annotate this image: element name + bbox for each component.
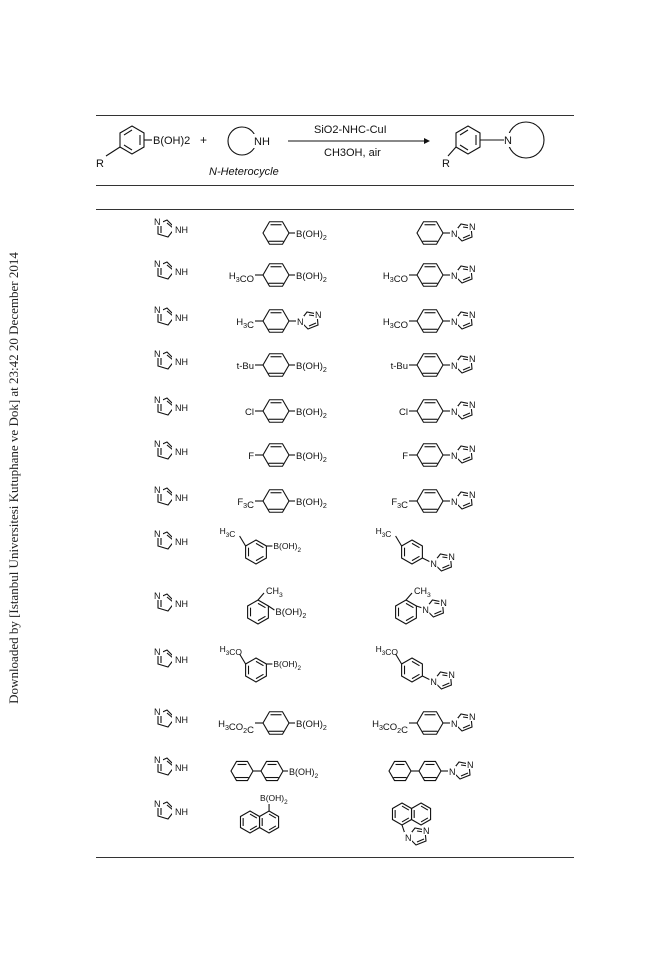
product-structure — [391, 489, 477, 512]
imidazole-structure — [153, 646, 188, 667]
substituent-label: $H_3CO$ — [219, 644, 243, 657]
product-cell — [366, 388, 536, 434]
imidazole-nh-label: NH — [175, 763, 188, 773]
scheme-conditions: CH3OH, air — [324, 147, 381, 159]
imidazole-n1-label: N — [451, 497, 458, 507]
imidazole-n1-label: N — [451, 451, 458, 461]
substituent-label: Cl — [245, 407, 254, 418]
imidazole-n-label: N — [154, 217, 161, 227]
imidazole-n3-label: N — [469, 490, 476, 500]
heterocycle-cell — [148, 210, 196, 256]
download-watermark — [0, 0, 28, 960]
imidazole-n-label: N — [154, 755, 161, 765]
substrate-structure — [236, 309, 323, 332]
imidazole-n-label: N — [154, 395, 161, 405]
substrate-structure — [231, 761, 319, 780]
imidazole-n1-label: N — [451, 719, 458, 729]
heterocycle-cell — [148, 640, 196, 700]
product-cell — [366, 252, 536, 298]
product-structure — [376, 644, 457, 689]
substituent-label: Cl — [399, 407, 408, 418]
substrate-structure — [245, 400, 327, 423]
boronic-acid-label: $B(OH)_2$ — [273, 541, 302, 554]
imidazole-nh-label: NH — [175, 715, 188, 725]
product-cell — [366, 640, 536, 700]
substituent-label: $H_3C$ — [375, 526, 392, 539]
product-structure — [383, 263, 477, 286]
imidazole-structure — [153, 528, 188, 549]
imidazole-nh-label: NH — [175, 807, 188, 817]
boronic-acid-label: $B(OH)_2$ — [296, 451, 327, 464]
imidazole-n-label: N — [154, 439, 161, 449]
imidazole-structure — [153, 798, 188, 819]
substituent-label: F — [402, 451, 408, 462]
substrate-structure — [237, 354, 327, 377]
imidazole-n1-label: N — [405, 833, 412, 843]
substrate-structure — [218, 712, 327, 736]
heterocycle-cell — [148, 388, 196, 434]
scheme-heterocycle-label: N-Heterocycle — [209, 166, 279, 178]
product-structure — [376, 526, 457, 571]
imidazole-n1-label: N — [451, 317, 458, 327]
product-structure — [417, 221, 477, 244]
imidazole-nh-label: NH — [175, 267, 188, 277]
product-cell — [366, 584, 536, 644]
substrate-cell — [206, 478, 356, 524]
scheme-product — [448, 122, 544, 158]
substrate-structure — [229, 264, 327, 287]
product-cell — [366, 792, 536, 852]
substituent-label: $H_3C$ — [236, 317, 254, 331]
product-cell — [366, 210, 536, 256]
table-row — [96, 792, 574, 852]
imidazole-n3-label: N — [469, 354, 476, 364]
substituent-label: $H_3CO$ — [382, 271, 408, 285]
substrate-cell — [206, 584, 356, 644]
substituent-label: $H_3CO$ — [382, 317, 408, 331]
table-row — [96, 584, 574, 644]
substrate-cell — [206, 432, 356, 478]
substituent-label: t-Bu — [236, 361, 254, 372]
imidazole-nh-label: NH — [175, 537, 188, 547]
product-cell — [366, 748, 536, 794]
boronic-acid-label: $B(OH)_2$ — [289, 767, 319, 780]
substituent-label: $H_3C$ — [219, 526, 236, 539]
substrate-cell — [206, 700, 356, 746]
heterocycle-cell — [148, 792, 196, 852]
reaction-scheme — [96, 116, 574, 184]
product-structure — [391, 353, 477, 376]
scheme-product-r: R — [442, 158, 450, 170]
imidazole-structure — [153, 216, 188, 237]
imidazole-n1-label: N — [430, 677, 437, 687]
imidazole-n1-label: N — [451, 361, 458, 371]
substrate-cell — [206, 792, 356, 852]
substrate-cell — [206, 298, 356, 344]
imidazole-nh-label: NH — [175, 447, 188, 457]
substituent-label: $F_3C$ — [391, 497, 408, 511]
substituent-label: $H_3CO_2C$ — [372, 719, 408, 736]
boronic-acid-label: $B(OH)_2$ — [296, 407, 327, 420]
table-row — [96, 252, 574, 298]
imidazole-n3-label: N — [469, 264, 476, 274]
substrate-cell — [206, 388, 356, 434]
table-bottom-rule — [96, 857, 574, 858]
product-structure — [396, 586, 449, 624]
imidazole-n-label: N — [154, 259, 161, 269]
imidazole-nh-label: NH — [175, 225, 188, 235]
imidazole-n3-label: N — [440, 598, 447, 608]
product-structure — [383, 309, 477, 332]
imidazole-structure — [153, 258, 188, 279]
imidazole-n3-label: N — [423, 826, 430, 836]
product-cell — [366, 342, 536, 388]
imidazole-structure — [153, 484, 188, 505]
substrate-cell — [206, 342, 356, 388]
substrate-structure — [220, 526, 302, 564]
imidazole-n1-label: N — [449, 767, 456, 777]
substituent-label: $CH_3$ — [414, 586, 431, 599]
boronic-acid-label: $B(OH)_2$ — [273, 659, 302, 672]
product-structure — [402, 443, 477, 466]
product-cell — [366, 522, 536, 582]
heterocycle-cell — [148, 748, 196, 794]
imidazole-nh-label: NH — [175, 313, 188, 323]
imidazole-nh-label: NH — [175, 357, 188, 367]
table-row — [96, 432, 574, 478]
imidazole-structure — [153, 754, 188, 775]
product-cell — [366, 700, 536, 746]
imidazole-n1-label: N — [451, 271, 458, 281]
heterocycle-cell — [148, 252, 196, 298]
heterocycle-cell — [148, 522, 196, 582]
substrate-cell — [206, 210, 356, 256]
product-cell — [366, 478, 536, 524]
boronic-acid-label: $B(OH)_2$ — [275, 607, 307, 620]
boronic-acid-label: $B(OH)_2$ — [296, 271, 327, 284]
table-row — [96, 210, 574, 256]
heterocycle-cell — [148, 432, 196, 478]
boronic-acid-label: $B(OH)_2$ — [260, 793, 288, 806]
table-row — [96, 640, 574, 700]
table-row — [96, 298, 574, 344]
boronic-acid-label: $B(OH)_2$ — [296, 361, 327, 374]
imidazole-n3-label: N — [469, 222, 476, 232]
imidazole-n-label: N — [154, 529, 161, 539]
imidazole-n3-label: N — [448, 670, 455, 680]
imidazole-n-label: N — [154, 591, 161, 601]
imidazole-n1-label: N — [430, 559, 437, 569]
scheme-heterocycle-ring — [228, 127, 256, 155]
product-structure — [372, 711, 477, 736]
product-structure — [392, 803, 431, 845]
imidazole-structure — [153, 706, 188, 727]
substrate-structure — [263, 222, 327, 245]
imidazole-nh-label: NH — [175, 493, 188, 503]
heterocycle-cell — [148, 584, 196, 644]
substrate-cell — [206, 640, 356, 700]
substrate-structure — [237, 490, 327, 513]
heterocycle-cell — [148, 478, 196, 524]
imidazole-n-label: N — [154, 305, 161, 315]
imidazole-n3-label: N — [315, 310, 322, 320]
substituent-label: t-Bu — [390, 361, 408, 372]
imidazole-n3-label: N — [469, 310, 476, 320]
imidazole-n3-label: N — [467, 760, 474, 770]
scheme-catalyst: SiO2-NHC-CuI — [314, 124, 387, 136]
heterocycle-cell — [148, 342, 196, 388]
boronic-acid-label: $B(OH)_2$ — [296, 719, 327, 732]
scheme-boronic-label: B(OH)2 — [153, 135, 191, 147]
imidazole-structure — [153, 590, 188, 611]
substrate-cell — [206, 522, 356, 582]
table-row — [96, 700, 574, 746]
imidazole-nh-label: NH — [175, 403, 188, 413]
imidazole-n1-label: N — [297, 317, 304, 327]
table-row — [96, 342, 574, 388]
imidazole-structure — [153, 438, 188, 459]
substituent-label: $H_3CO$ — [375, 644, 399, 657]
imidazole-n3-label: N — [469, 712, 476, 722]
substituent-label: F — [248, 451, 254, 462]
scheme-bottom-rule — [96, 185, 574, 186]
imidazole-n3-label: N — [448, 552, 455, 562]
substituent-label: $H_3CO$ — [228, 271, 254, 285]
imidazole-n-label: N — [154, 349, 161, 359]
heterocycle-cell — [148, 700, 196, 746]
heterocycle-cell — [148, 298, 196, 344]
boronic-acid-label: $B(OH)_2$ — [296, 229, 327, 242]
scheme-plus: + — [200, 133, 208, 147]
scheme-nh-label: NH — [254, 136, 270, 148]
substituent-label: $CH_3$ — [266, 586, 283, 599]
imidazole-n1-label: N — [451, 229, 458, 239]
imidazole-nh-label: NH — [175, 599, 188, 609]
imidazole-structure — [153, 394, 188, 415]
substrate-cell — [206, 252, 356, 298]
imidazole-nh-label: NH — [175, 655, 188, 665]
substrate-cell — [206, 748, 356, 794]
imidazole-n-label: N — [154, 647, 161, 657]
product-structure — [399, 399, 477, 422]
substrate-structure — [248, 444, 327, 467]
table-row — [96, 522, 574, 582]
product-cell — [366, 298, 536, 344]
download-watermark-text: Downloaded by [Istanbul Universitesi Kutuphane ve Dok] at 23:42 20 December 2014 — [6, 252, 21, 704]
imidazole-n-label: N — [154, 485, 161, 495]
table-row — [96, 748, 574, 794]
scheme-product-n: N — [504, 135, 512, 147]
substrate-structure — [220, 644, 302, 682]
imidazole-n-label: N — [154, 707, 161, 717]
imidazole-structure — [153, 304, 188, 325]
imidazole-n3-label: N — [469, 400, 476, 410]
product-structure — [389, 759, 475, 781]
imidazole-n1-label: N — [422, 605, 429, 615]
scheme-arylboronic-acid — [106, 126, 152, 156]
imidazole-n3-label: N — [469, 444, 476, 454]
imidazole-n-label: N — [154, 799, 161, 809]
substituent-label: $F_3C$ — [237, 497, 254, 511]
table-row — [96, 478, 574, 524]
boronic-acid-label: $B(OH)_2$ — [296, 497, 327, 510]
imidazole-structure — [153, 348, 188, 369]
substrate-structure — [240, 793, 288, 833]
product-cell — [366, 432, 536, 478]
imidazole-n1-label: N — [451, 407, 458, 417]
scheme-r-label: R — [96, 158, 104, 170]
substituent-label: $H_3CO_2C$ — [218, 719, 254, 736]
substrate-structure — [248, 586, 307, 624]
table-row — [96, 388, 574, 434]
